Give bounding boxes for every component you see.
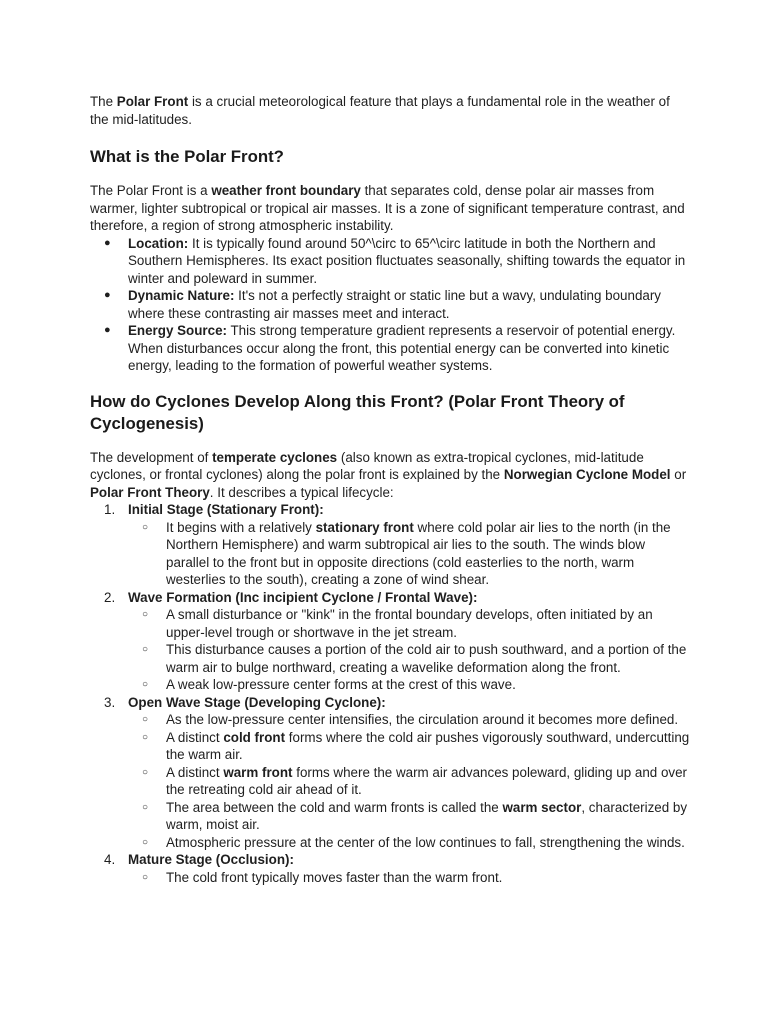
- sub-bullet-marker: ○: [142, 679, 149, 690]
- section2-bold-term: Norwegian Cyclone Model: [503, 467, 671, 482]
- sub-bullet-marker: ○: [142, 521, 149, 533]
- heading-cyclone-development: How do Cyclones Develop Along this Front? (Polar Front Theory of Cyclogenesis): [90, 391, 625, 433]
- stage-detail-list: [128, 606, 690, 694]
- stage-detail-item: [128, 641, 690, 676]
- document-body: [90, 93, 690, 886]
- bullet-text: It's not a perfectly straight or static line but a wavy, undulating boundary where these contrasting air masses meet and interact.: [128, 288, 661, 321]
- sub-bullet-marker: ○: [142, 714, 149, 725]
- bullet-marker: ●: [104, 289, 111, 301]
- stage-title: Initial Stage (Stationary Front):: [128, 502, 324, 517]
- sub-bullet-marker: ○: [142, 644, 149, 655]
- stage-item: [90, 589, 690, 694]
- sub-bullet-marker: ○: [142, 731, 149, 743]
- sub-bullet-marker: ○: [142, 836, 149, 848]
- stage-number: 3.: [104, 694, 116, 710]
- stage-detail-item: [128, 834, 690, 852]
- detail-text: Atmospheric pressure at the center of the low continues to fall, strengthening the winds.: [166, 834, 685, 850]
- section2-text: . It describes a typical lifecycle:: [209, 484, 394, 500]
- bullet-energy-source: [90, 322, 690, 375]
- sub-bullet-marker: ○: [142, 801, 149, 813]
- stage-number: 1.: [104, 502, 116, 517]
- intro-bold-term: Polar Front: [116, 94, 189, 109]
- detail-text: It begins with a relatively: [166, 519, 316, 535]
- stage-detail-list: [128, 519, 690, 589]
- detail-bold-term: warm sector: [502, 799, 582, 815]
- detail-bold-term: stationary front: [315, 519, 414, 535]
- detail-text: A distinct: [166, 729, 224, 745]
- section2-bold-term: Polar Front Theory: [90, 484, 210, 500]
- stage-detail-item: [128, 711, 690, 729]
- detail-text: This disturbance causes a portion of the cold air to push southward, and a portion of the warm air to bulge northward, creating a wavelike deformation along the front.: [166, 642, 687, 675]
- stage-item: [90, 501, 690, 589]
- stage-item: [90, 694, 690, 852]
- bullet-marker: ●: [104, 236, 111, 249]
- stage-detail-item: [128, 869, 690, 887]
- section2-text: or: [670, 467, 687, 482]
- section2-paragraph: [90, 449, 690, 502]
- bullet-dynamic-nature: [90, 287, 690, 322]
- stage-title: Wave Formation (Inc incipient Cyclone / Frontal Wave):: [128, 589, 478, 605]
- detail-text: , characterized by warm, moist air.: [166, 799, 688, 832]
- stage-detail-list: [128, 711, 690, 851]
- section1-text-rest: that separates cold, dense polar air masses from warmer, lighter subtropical or tropical air masses. It is a zone of significant temperature contrast, and therefore, a region of strong atmospheric instability.: [90, 183, 685, 233]
- polar-front-bullet-list: [90, 235, 690, 375]
- stage-detail-list: [128, 869, 690, 887]
- detail-text: A distinct: [166, 764, 224, 780]
- sub-bullet-marker: ○: [142, 871, 149, 883]
- detail-text: As the low-pressure center intensifies, the circulation around it becomes more defined.: [166, 712, 679, 727]
- stage-item: [90, 851, 690, 886]
- sub-bullet-marker: ○: [142, 609, 149, 620]
- detail-text: forms where the cold air pushes vigorously southward, undercutting the warm air.: [166, 729, 690, 762]
- detail-text: The cold front typically moves faster than the warm front.: [166, 869, 503, 885]
- bullet-text: This strong temperature gradient represents a reservoir of potential energy. When disturbances occur along the front, this potential energy can be converted into kinetic energy, leading to the formation of powerful weather systems.: [128, 323, 676, 373]
- detail-text: where cold polar air lies to the north (in the Northern Hemisphere) and warm subtropical air lies to the south. The winds blow parallel to the front but in opposite directions (cold easterlies to the north, warm westerlies to the south), creating a zone of wind shear.: [166, 519, 671, 587]
- detail-text: A weak low-pressure center forms at the crest of this wave.: [166, 677, 516, 692]
- section2-text: The development of: [90, 449, 213, 465]
- sub-bullet-marker: ○: [142, 766, 149, 778]
- section2-text: (also known as extra-tropical cyclones, mid-latitude cyclones, or frontal cyclones) along the polar front is explained by the: [90, 449, 644, 482]
- intro-paragraph: [90, 93, 690, 128]
- stage-detail-item: [128, 729, 690, 764]
- stage-title: Open Wave Stage (Developing Cyclone):: [128, 694, 386, 710]
- stage-title: Mature Stage (Occlusion):: [128, 852, 294, 867]
- stage-detail-item: [128, 519, 690, 589]
- detail-text: The area between the cold and warm fronts is called the: [166, 799, 503, 815]
- stage-number: 4.: [104, 852, 116, 867]
- section1-paragraph: [90, 182, 690, 235]
- detail-bold-term: cold front: [223, 729, 286, 745]
- heading-what-is-polar-front: What is the Polar Front?: [90, 147, 284, 166]
- bullet-marker: ●: [104, 324, 111, 336]
- bullet-label: Location:: [128, 235, 189, 251]
- section1-text: The Polar Front is a: [90, 183, 212, 198]
- section1-bold-term: weather front boundary: [211, 183, 361, 198]
- bullet-location: [90, 235, 690, 288]
- detail-text: forms where the warm air advances poleward, gliding up and over the retreating cold air ahead of it.: [166, 764, 687, 797]
- stage-detail-item: [128, 799, 690, 834]
- cyclone-stage-list: [90, 501, 690, 886]
- stage-number: 2.: [104, 589, 116, 605]
- bullet-label: Dynamic Nature:: [128, 288, 235, 303]
- section2-bold-term: temperate cyclones: [212, 449, 338, 465]
- bullet-text: It is typically found around 50^\circ to 65^\circ latitude in both the Northern and Southern Hemispheres. Its exact position fluctuates seasonally, shifting towards the equator in winter and poleward in summer.: [128, 235, 686, 286]
- stage-detail-item: [128, 764, 690, 799]
- bullet-label: Energy Source:: [128, 323, 227, 338]
- stage-detail-item: [128, 606, 690, 641]
- intro-text: The: [90, 94, 117, 109]
- intro-text-rest: is a crucial meteorological feature that plays a fundamental role in the weather of the mid-latitudes.: [90, 94, 670, 127]
- detail-bold-term: warm front: [223, 764, 293, 780]
- stage-detail-item: [128, 676, 690, 694]
- detail-text: A small disturbance or "kink" in the frontal boundary develops, often initiated by an upper-level trough or shortwave in the jet stream.: [166, 607, 653, 640]
